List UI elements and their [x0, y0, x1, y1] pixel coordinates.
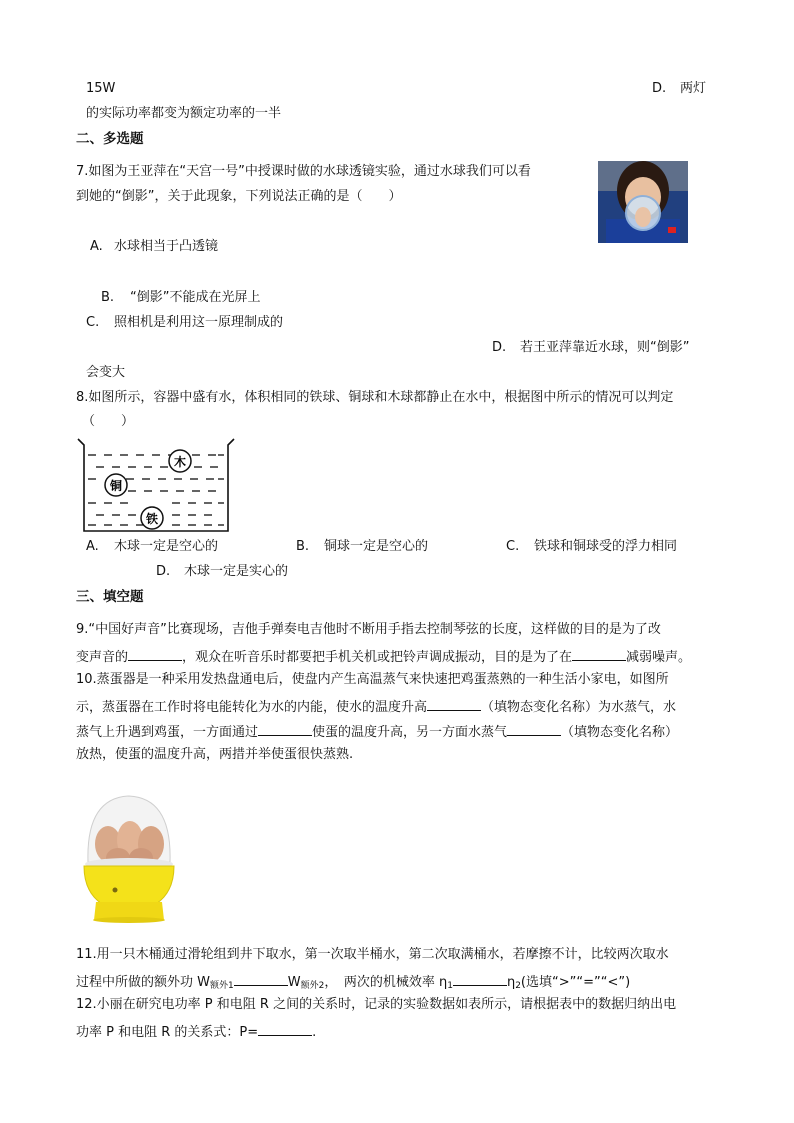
- q11-line1: 11.用一只木桶通过滑轮组到井下取水，第一次取半桶水，第二次取满桶水，若摩擦不计，比较两次取水: [76, 947, 669, 962]
- q9-blank-2[interactable]: [572, 646, 626, 661]
- q11-blank-1[interactable]: [234, 971, 288, 986]
- q8-container-diagram: [76, 437, 240, 535]
- q8-option-b-text: 铜球一定是空心的: [324, 539, 429, 554]
- q9-line2: 变声音的 ，观众在听音乐时都要把手机关机或把铃声调成振动，目的是为了在 减弱噪声。: [76, 646, 691, 667]
- section-title-fill-in: 三、填空题: [76, 589, 144, 605]
- q10-line2: 示，蒸蛋器在工作时将电能转化为水的内能，使水的温度升高 （填物态变化名称）为水蒸气，水: [76, 696, 676, 717]
- q8-option-a-label: A.: [86, 539, 99, 554]
- q8-option-c-text: 铁球和铜球受的浮力相同: [534, 539, 678, 554]
- q7-stem-line1: 7.如图为王亚萍在“天宫一号”中授课时做的水球透镜实验，通过水球我们可以看: [76, 164, 531, 179]
- q8-option-d-text: 木球一定是实心的: [184, 564, 289, 579]
- q11-line2: 过程中所做的额外功 $W_{额外1}$ $W_{额外2}$， 两次的机械效率 $\eta_1$ $\eta_2$(选填“>”“=”“<”): [76, 971, 630, 995]
- q9-line1: 9.“中国好声音”比赛现场，吉他手弹奏电吉他时不断用手指去控制琴弦的长度，这样做的目的是为了改: [76, 622, 661, 637]
- q7-option-a-text: 水球相当于凸透镜: [114, 239, 219, 254]
- q8-stem-line1: 8.如图所示，容器中盛有水，体积相同的铁球、铜球和木球都静止在水中，根据图中所示的情况可以判定: [76, 390, 674, 405]
- prev-option-fragment: 15W: [86, 81, 116, 96]
- q10-line4: 放热，使蛋的温度升高，两措并举使蛋很快蒸熟.: [76, 747, 354, 762]
- q7-option-c-text: 照相机是利用这一原理制成的: [114, 315, 284, 330]
- prev-option-d-continuation: 的实际功率都变为额定功率的一半: [86, 106, 282, 121]
- prev-option-d-text: 两灯: [680, 81, 707, 96]
- q10-egg-steamer-image: [78, 792, 180, 924]
- wood-ball-label: 木: [173, 455, 187, 469]
- q10-blank-2[interactable]: [258, 721, 312, 736]
- q9-blank-1[interactable]: [128, 646, 182, 661]
- q7-option-b-text: “倒影”不能成在光屏上: [130, 290, 261, 305]
- q12-line1: 12.小丽在研究电功率 P 和电阻 R 之间的关系时，记录的实验数据如表所示，请根据表中的数据归纳出电: [76, 997, 677, 1012]
- q8-option-b-label: B.: [296, 539, 310, 554]
- q10-blank-3[interactable]: [507, 721, 561, 736]
- q10-line3: 蒸气上升遇到鸡蛋，一方面通过 使蛋的温度升高，另一方面水蒸气 （填物态变化名称）: [76, 721, 678, 742]
- q7-option-a-label: A.: [90, 239, 103, 254]
- q7-stem-line2: 到她的“倒影”，关于此现象，下列说法正确的是（ ）: [76, 189, 402, 204]
- q7-option-c-label: C.: [86, 315, 100, 330]
- q12-line2: 功率 P 和电阻 R 的关系式：P= .: [76, 1021, 316, 1042]
- q8-option-d-label: D.: [156, 564, 171, 579]
- q8-option-c-label: C.: [506, 539, 520, 554]
- q12-blank-1[interactable]: [258, 1021, 312, 1036]
- q10-blank-1[interactable]: [427, 696, 481, 711]
- section-title-multiple-choice: 二、多选题: [76, 131, 144, 147]
- q11-blank-2[interactable]: [453, 971, 507, 986]
- copper-ball-label: 铜: [109, 479, 123, 493]
- wood-ball: [169, 450, 191, 472]
- q8-option-a-text: 木球一定是空心的: [114, 539, 219, 554]
- q8-stem-line2: （ ）: [82, 414, 135, 429]
- q10-line1: 10.蒸蛋器是一种采用发热盘通电后，使盘内产生高温蒸气来快速把鸡蛋蒸熟的一种生活小家电，如图所: [76, 672, 669, 687]
- q7-option-d-text: 若王亚萍靠近水球，则“倒影”: [520, 340, 690, 355]
- iron-ball: [141, 507, 163, 529]
- prev-option-d-label: D.: [652, 81, 667, 96]
- iron-ball-label: 铁: [145, 512, 159, 526]
- q7-option-b-label: B.: [101, 290, 115, 305]
- q7-option-d-label: D.: [492, 340, 507, 355]
- q7-water-ball-photo: [598, 161, 688, 243]
- copper-ball: [105, 474, 127, 496]
- q7-option-d-continuation: 会变大: [86, 365, 126, 380]
